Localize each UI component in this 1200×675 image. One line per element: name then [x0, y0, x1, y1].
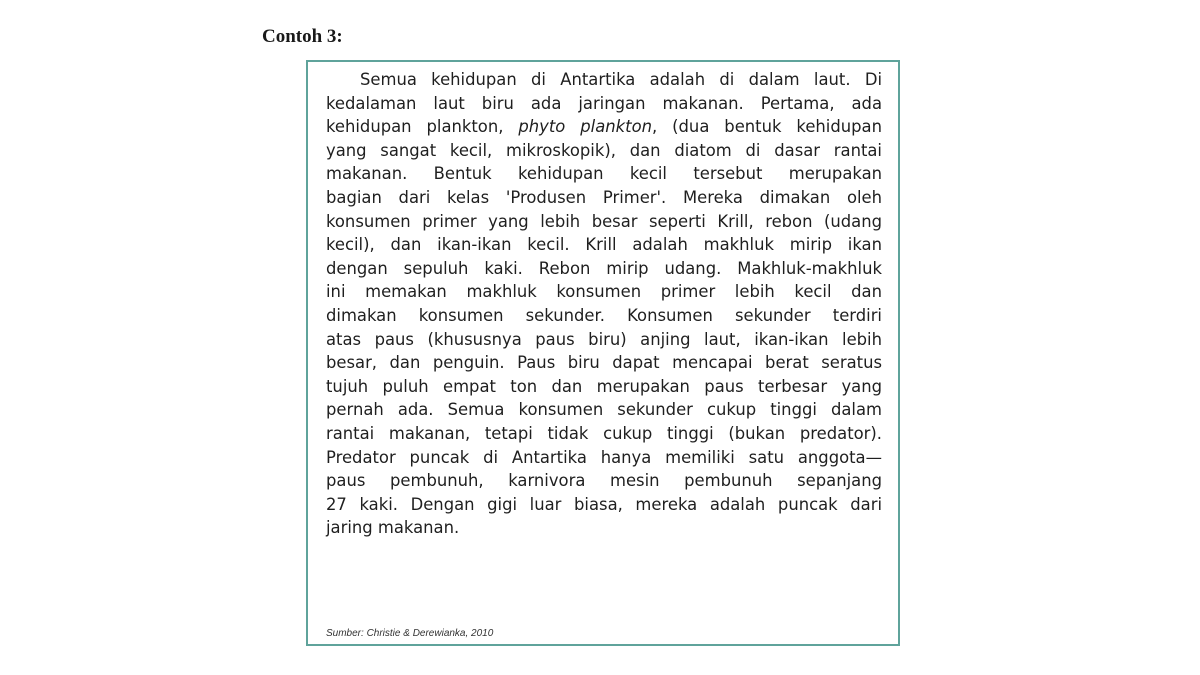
passage-line: bagian dari kelas 'Produsen Primer'. Mereka dimakan oleh: [326, 187, 882, 207]
passage-line: kecil), dan ikan-ikan kecil. Krill adalah makhluk mirip ikan: [326, 235, 882, 255]
passage-line: Semua kehidupan di Antartika adalah di dalam laut. Di: [360, 70, 882, 89]
passage-line: ini memakan makhluk konsumen primer lebih kecil dan: [326, 282, 882, 302]
source-citation: Sumber: Christie & Derewianka, 2010: [326, 628, 494, 639]
passage-line: atas paus (khususnya paus biru) anjing laut, ikan-ikan lebih: [326, 329, 882, 349]
passage-line: Predator puncak di Antartika hanya memiliki satu anggota—: [326, 447, 882, 467]
passage-line: paus pembunuh, karnivora mesin pembunuh sepanjang: [326, 471, 882, 491]
passage-line: konsumen primer yang lebih besar seperti Krill, rebon (udang: [326, 211, 882, 231]
passage-line: yang sangat kecil, mikroskopik), dan diatom di dasar rantai: [326, 140, 882, 160]
passage-box: [306, 60, 900, 646]
passage-segment: , (dua bentuk kehidupan: [651, 117, 882, 137]
passage-line: pernah ada. Semua konsumen sekunder cukup tinggi dalam: [326, 400, 882, 420]
passage-text: [326, 68, 882, 540]
passage-line: besar, dan penguin. Paus biru dapat mencapai berat seratus: [326, 353, 882, 373]
example-heading: Contoh 3:: [262, 26, 343, 47]
passage-line: makanan. Bentuk kehidupan kecil tersebut merupakan: [326, 164, 882, 184]
passage-line: kedalaman laut biru ada jaringan makanan. Pertama, ada: [326, 93, 882, 113]
passage-line: [326, 115, 882, 139]
passage-line: dengan sepuluh kaki. Rebon mirip udang. Makhluk-makhluk: [326, 258, 882, 278]
passage-line: jaring makanan.: [326, 518, 460, 538]
passage-italic-term: phyto plankton: [518, 117, 652, 137]
passage-line: tujuh puluh empat ton dan merupakan paus terbesar yang: [326, 376, 882, 396]
passage-line: dimakan konsumen sekunder. Konsumen sekunder terdiri: [326, 305, 882, 325]
passage-line: 27 kaki. Dengan gigi luar biasa, mereka adalah puncak dari: [326, 494, 882, 514]
passage-segment: kehidupan plankton,: [326, 117, 519, 137]
passage-line: rantai makanan, tetapi tidak cukup tinggi (bukan predator).: [326, 423, 882, 443]
